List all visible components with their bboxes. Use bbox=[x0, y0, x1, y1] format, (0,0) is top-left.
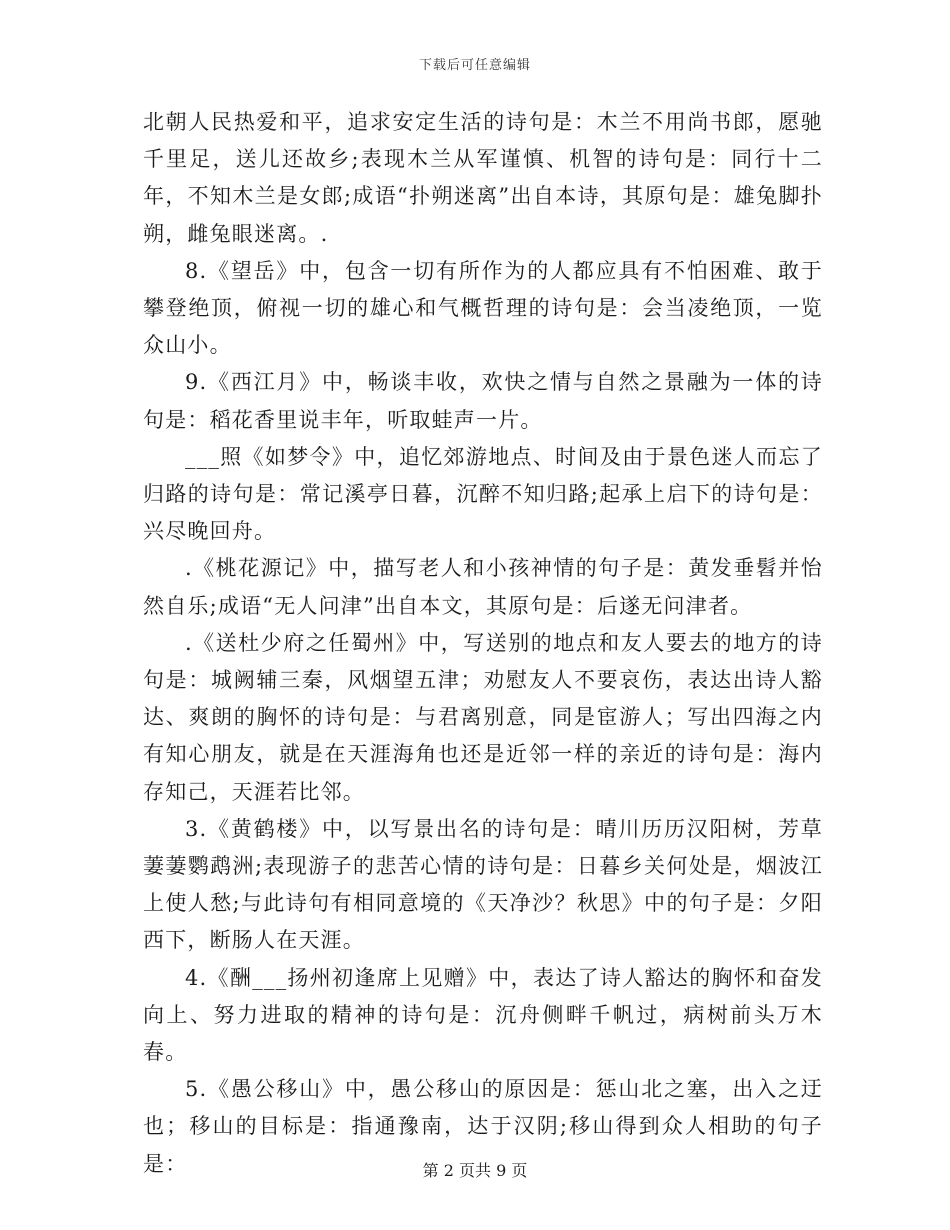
paragraph-xijiangyue: 9.《西江月》中，畅谈丰收，欢快之情与自然之景融为一体的诗句是：稻花香里说丰年，听取蛙声一片。 bbox=[143, 370, 823, 432]
paragraph-huanghelou: 3.《黄鹤楼》中，以写景出名的诗句是：晴川历历汉阳树，芳草萋萋鹦鹉洲;表现游子的悲苦心情的诗句是：日暮乡关何处是，烟波江上使人愁;与此诗句有相同意境的《天净沙？秋思》中的句子是：夕阳西下，断肠人在天涯。 bbox=[143, 816, 823, 953]
document-body bbox=[143, 104, 823, 1183]
page-footer: 第 2 页共 9 页 bbox=[422, 1161, 528, 1180]
page-header: 下载后可任意编辑 bbox=[418, 58, 531, 73]
paragraph-chou-yangzhou: 4.《酬___扬州初逢席上见赠》中，表达了诗人豁达的胸怀和奋发向上、努力进取的精神的诗句是：沉舟侧畔千帆过，病树前头万木春。 bbox=[143, 965, 823, 1065]
paragraph-yugongyishan: 5.《愚公移山》中，愚公移山的原因是：惩山北之塞，出入之迂也；移山的目标是：指通豫南，达于汉阴;移山得到众人相助的句子是： bbox=[143, 1077, 823, 1176]
paragraph-taohuayuanji: .《桃花源记》中，描写老人和小孩神情的句子是：黄发垂髫并怡然自乐;成语“无人问津”出自本文，其原句是：后遂无问津者。 bbox=[143, 556, 823, 618]
paragraph-wangyue: 8.《望岳》中，包含一切有所作为的人都应具有不怕困难、敢于攀登绝顶，俯视一切的雄心和气概哲理的诗句是：会当凌绝顶，一览众山小。 bbox=[143, 258, 823, 358]
paragraph-songdushaofu: .《送杜少府之任蜀州》中，写送别的地点和友人要去的地方的诗句是：城阙辅三秦，风烟望五津；劝慰友人不要哀伤，表达出诗人豁达、爽朗的胸怀的诗句是：与君离别意，同是宦游人；写出四海之内有知心朋友，就是在天涯海角也还是近邻一样的亲近的诗句是：海内存知己，天涯若比邻。 bbox=[143, 630, 823, 804]
paragraph-mulan: 北朝人民热爱和平，追求安定生活的诗句是：木兰不用尚书郎，愿驰千里足，送儿还故乡;表现木兰从军谨慎、机智的诗句是：同行十二年，不知木兰是女郎;成语“扑朔迷离”出自本诗，其原句是：雄兔脚扑朔，雌兔眼迷离。. bbox=[143, 110, 823, 246]
paragraph-rumengling: ___照《如梦令》中，追忆郊游地点、时间及由于景色迷人而忘了归路的诗句是：常记溪亭日暮，沉醉不知归路;起承上启下的诗句是：兴尽晚回舟。 bbox=[143, 444, 823, 544]
